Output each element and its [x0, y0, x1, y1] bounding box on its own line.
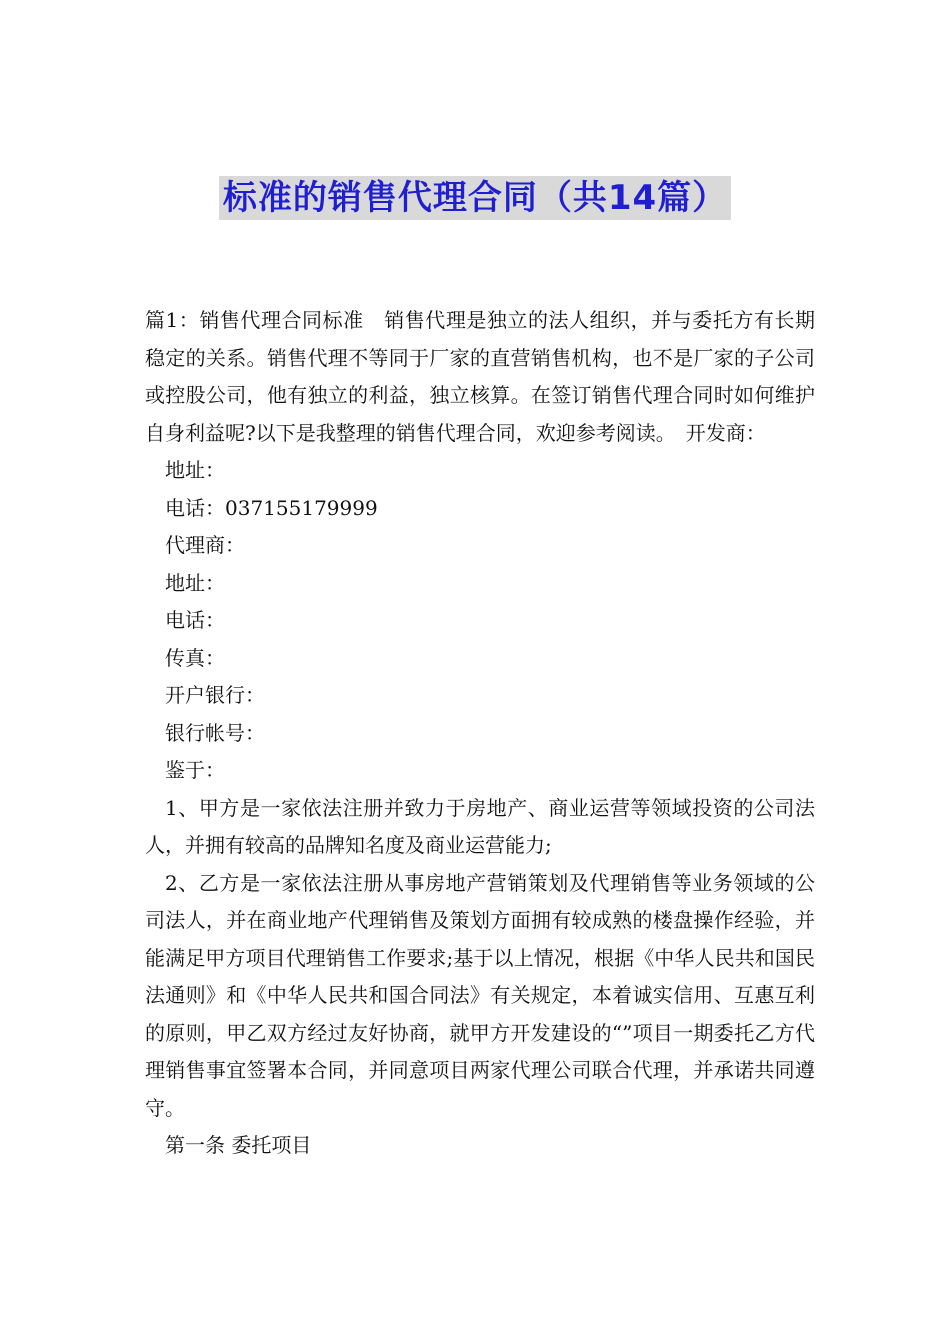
field-phone-agent: 电话：: [165, 608, 225, 632]
field-bank-account: 银行帐号：: [165, 720, 265, 745]
field-address-developer: 地址：: [165, 458, 225, 482]
field-phone-developer: 电话：037155179999: [165, 495, 378, 520]
document-title: 标准的销售代理合同（共14篇）: [219, 176, 731, 220]
field-address-agent: 地址：: [165, 570, 225, 595]
clause-2: 2、乙方是一家依法注册从事房地产营销策划及代理销售等业务领域的公司法人，并在商业地产代理销售及策划方面拥有较成熟的楼盘操作经验，并能满足甲方项目代理销售工作要求;基于以上情况，根据《中华人民共和国民法通则》和《中华人民共和国合同法》有关规定，本着诚实信用、互惠互利的原则，甲乙双方经过友好协商，就甲方开发建设的“”项目一期委托乙方代理销售事宜签署本合同，并同意项目两家代理公司联合代理，并承诺共同遵守。: [145, 870, 815, 1120]
intro-paragraph: 篇1：销售代理合同标准 销售代理是独立的法人组织，并与委托方有长期稳定的关系。销售代理不等同于厂家的直营销售机构，也不是厂家的子公司或控股公司，他有独立的利益，独立核算。在签订销售代理合同时如何维护自身利益呢?以下是我整理的销售代理合同，欢迎参考阅读。 开发商：: [145, 308, 815, 445]
field-fax: 传真：: [165, 645, 225, 670]
field-whereas: 鉴于：: [165, 758, 225, 782]
field-bank: 开户银行：: [165, 683, 265, 707]
title-container: [0, 176, 950, 220]
document-body: [145, 302, 815, 1165]
article-1-heading: 第一条 委托项目: [165, 1133, 312, 1157]
clause-1: 1、甲方是一家依法注册并致力于房地产、商业运营等领域投资的公司法人，并拥有较高的品牌知名度及商业运营能力;: [145, 795, 815, 857]
field-agent: 代理商：: [165, 533, 245, 557]
